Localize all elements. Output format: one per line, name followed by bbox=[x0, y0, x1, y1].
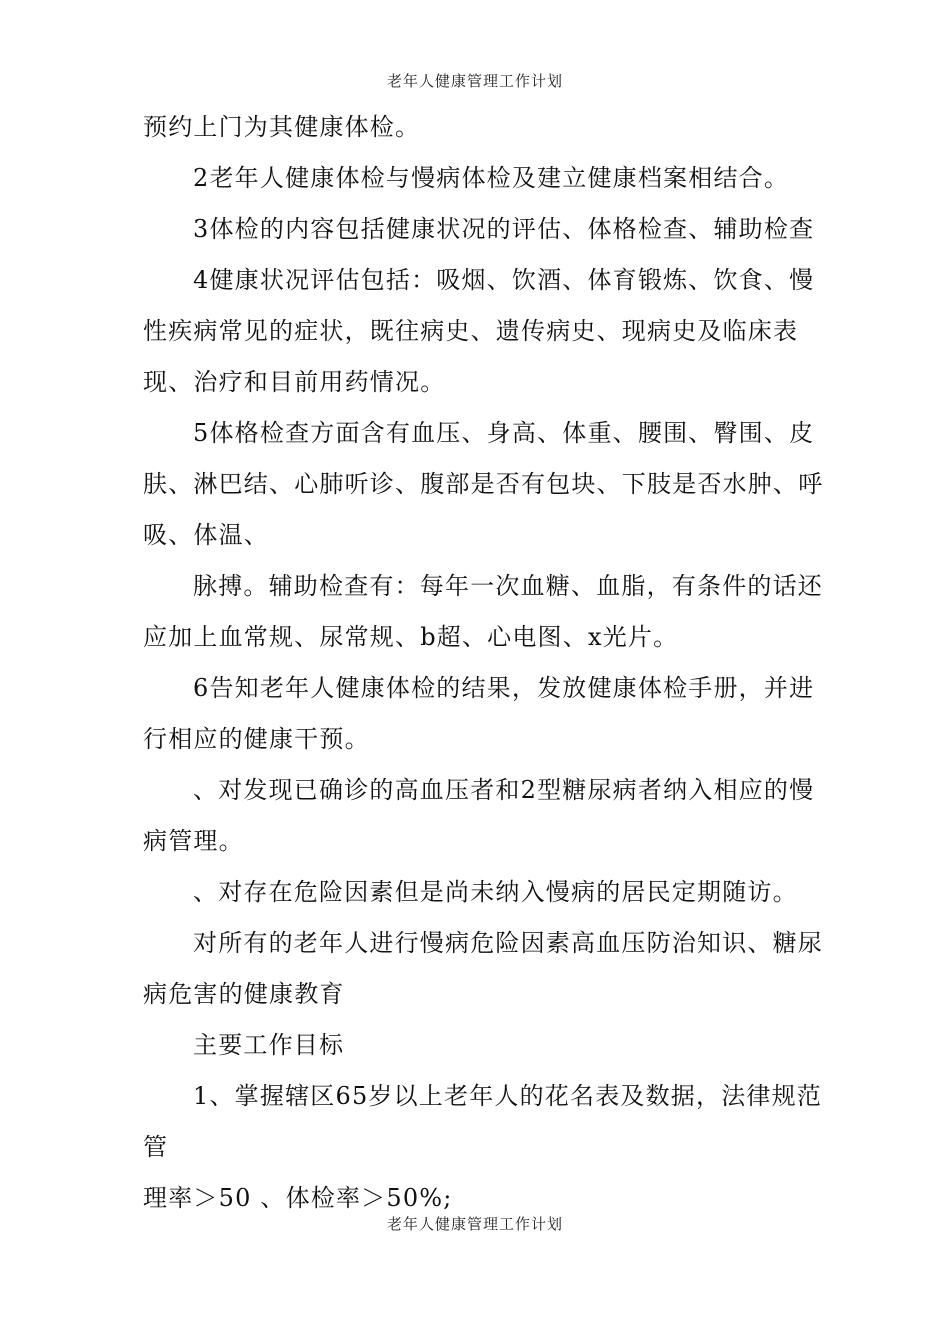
text-line: 、对存在危险因素但是尚未纳入慢病的居民定期随访。 bbox=[193, 878, 798, 906]
text-line: 应加上血常规、尿常规、b超、心电图、x光片。 bbox=[143, 623, 679, 651]
text-line: 肤、淋巴结、心肺听诊、腹部是否有包块、下肢是否水肿、呼 bbox=[143, 470, 824, 498]
text-line: 对所有的老年人进行慢病危险因素高血压防治知识、糖尿 bbox=[193, 929, 823, 957]
text-line: 病危害的健康教育 bbox=[143, 980, 345, 1008]
section-heading: 主要工作目标 bbox=[193, 1031, 345, 1059]
page-footer: 老年人健康管理工作计划 bbox=[386, 1215, 563, 1233]
text-line: 3体检的内容包括健康状况的评估、体格检查、辅助检查 bbox=[193, 215, 815, 243]
text-line: 病管理。 bbox=[143, 827, 244, 855]
text-line: 行相应的健康干预。 bbox=[143, 725, 370, 753]
page-header: 老年人健康管理工作计划 bbox=[386, 72, 563, 90]
text-line: 现、治疗和目前用药情况。 bbox=[143, 368, 446, 396]
text-line: 管 bbox=[143, 1133, 169, 1161]
text-line: 1、掌握辖区65岁以上老年人的花名表及数据，法律规范 bbox=[193, 1082, 823, 1110]
document-body bbox=[143, 102, 823, 1224]
text-line: 5体格检查方面含有血压、身高、体重、腰围、臀围、皮 bbox=[193, 419, 815, 447]
text-line: 脉搏。辅助检查有：每年一次血糖、血脂，有条件的话还 bbox=[193, 572, 823, 600]
text-line: 吸、体温、 bbox=[143, 521, 269, 549]
text-line: 预约上门为其健康体检。 bbox=[143, 113, 421, 141]
text-line: 性疾病常见的症状，既往病史、遗传病史、现病史及临床表 bbox=[143, 317, 799, 345]
text-line: 2老年人健康体检与慢病体检及建立健康档案相结合。 bbox=[193, 164, 790, 192]
text-line: 4健康状况评估包括：吸烟、饮酒、体育锻炼、饮食、慢 bbox=[193, 266, 815, 294]
text-line: 6告知老年人健康体检的结果，发放健康体检手册，并进 bbox=[193, 674, 815, 702]
text-line: 、对发现已确诊的高血压者和2型糖尿病者纳入相应的慢 bbox=[193, 776, 815, 804]
text-line: 理率＞50 、体检率＞50%; bbox=[143, 1184, 453, 1212]
